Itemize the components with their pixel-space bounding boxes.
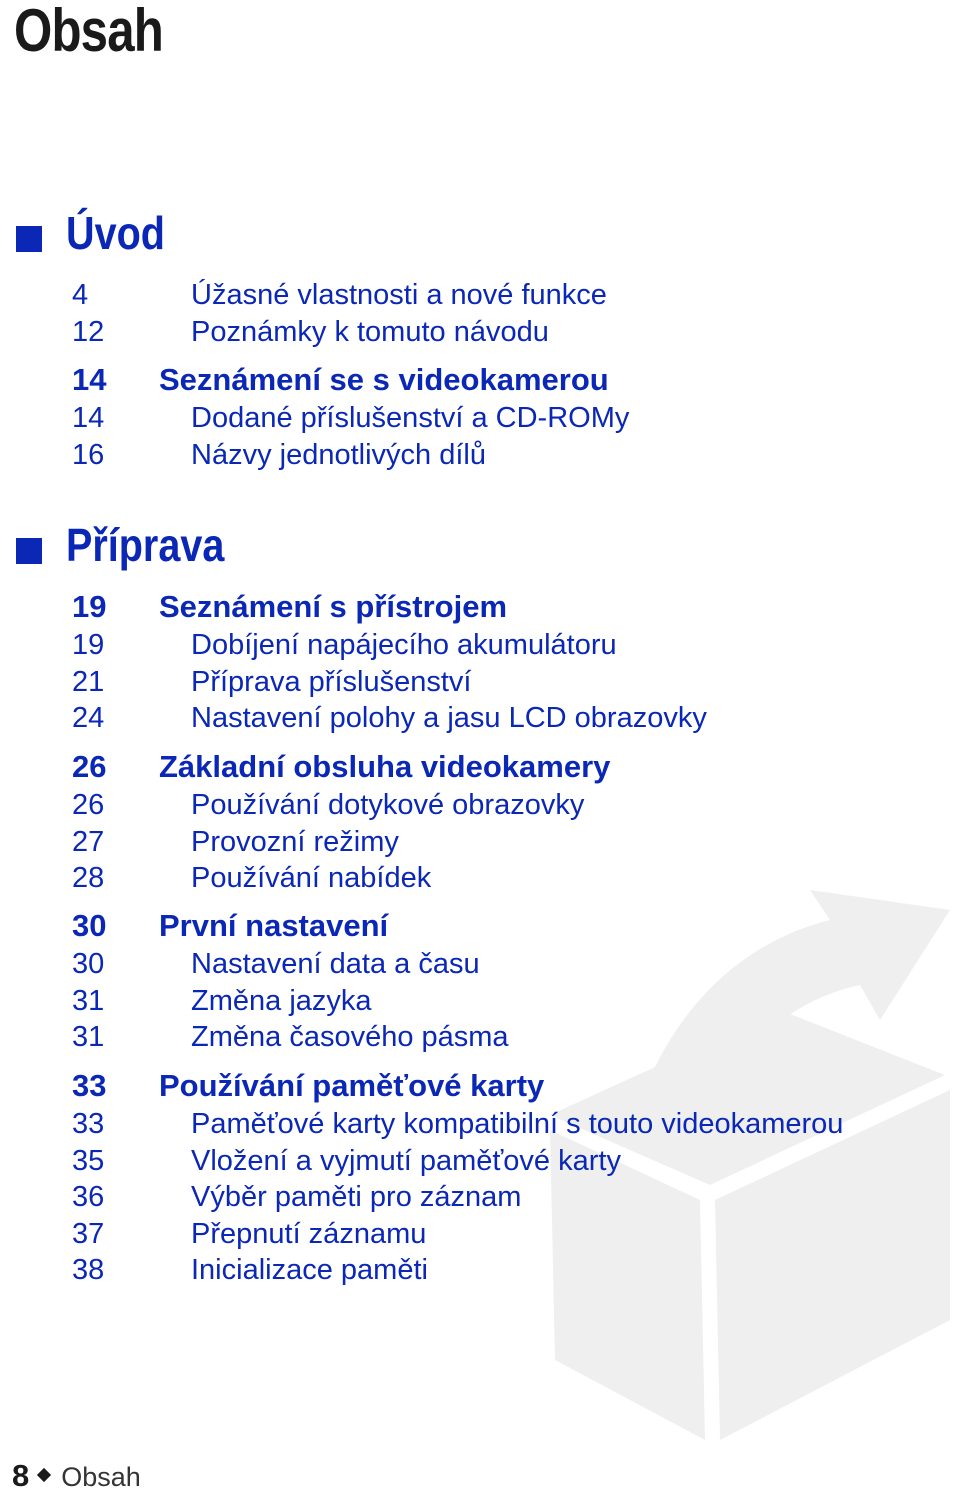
toc-entry-title: Nastavení data a času — [191, 948, 480, 980]
toc-entry[interactable] — [0, 664, 960, 701]
toc-group — [0, 362, 960, 473]
square-bullet-icon — [16, 538, 42, 564]
toc-subsection-heading[interactable] — [0, 589, 960, 627]
toc-entry[interactable] — [0, 627, 960, 664]
toc-page-number: 37 — [72, 1217, 105, 1250]
toc-entry-title: Přepnutí záznamu — [191, 1217, 427, 1250]
toc-entry-title: Úžasné vlastnosti a nové funkce — [191, 279, 607, 311]
section-priprava — [0, 519, 960, 582]
toc-subsection-heading[interactable] — [0, 749, 960, 787]
toc-subsection-heading[interactable] — [0, 1068, 960, 1106]
toc-entry-title: Provozní režimy — [191, 825, 399, 858]
toc-subsection-title: První nastavení — [159, 908, 389, 943]
toc-group — [0, 277, 960, 350]
toc-page-number: 14 — [72, 362, 107, 397]
toc-entry-title: Dobíjení napájecího akumulátoru — [191, 629, 617, 661]
toc-page-number: 30 — [72, 908, 107, 943]
toc-page-number: 4 — [72, 279, 89, 311]
toc-page-number: 19 — [72, 629, 105, 661]
toc-entry[interactable] — [0, 700, 960, 737]
toc-entry[interactable] — [0, 824, 960, 861]
toc-subsection-title: Používání paměťové karty — [159, 1068, 545, 1103]
toc-entry[interactable] — [0, 983, 960, 1020]
toc-subsection-title: Seznámení se s videokamerou — [159, 362, 609, 397]
toc-entry[interactable] — [0, 787, 960, 824]
toc-entry[interactable] — [0, 314, 960, 351]
toc-entry[interactable] — [0, 860, 960, 897]
toc-page-number: 31 — [72, 984, 105, 1017]
toc-subsection-heading[interactable] — [0, 908, 960, 946]
toc-entry-title: Poznámky k tomuto návodu — [191, 315, 549, 348]
toc-page-number: 26 — [72, 749, 107, 784]
toc-entry[interactable] — [0, 1019, 960, 1056]
toc-page-number: 35 — [72, 1144, 105, 1177]
toc-page-number: 16 — [72, 438, 105, 471]
toc-entry-title: Změna jazyka — [191, 984, 372, 1017]
toc-subsection-title: Seznámení s přístrojem — [159, 589, 508, 624]
toc-group — [0, 1068, 960, 1289]
toc-page-number: 38 — [72, 1254, 105, 1286]
toc-entry-title: Paměťové karty kompatibilní s touto videokamerou — [191, 1108, 844, 1140]
toc-entry[interactable] — [0, 1252, 960, 1289]
toc-entry-title: Používání nabídek — [191, 862, 432, 894]
toc-page-number: 24 — [72, 702, 105, 734]
toc-group — [0, 908, 960, 1056]
toc-entry[interactable] — [0, 277, 960, 314]
page-title: Obsah — [14, 0, 164, 64]
toc-page-number: 33 — [72, 1068, 107, 1103]
toc-subsection-title: Základní obsluha videokamery — [159, 749, 611, 784]
toc-page-number: 28 — [72, 862, 105, 894]
footer-page-number: 8 — [12, 1458, 30, 1493]
toc-entry[interactable] — [0, 1143, 960, 1180]
toc-entry-title: Názvy jednotlivých dílů — [191, 438, 486, 471]
section-uvod — [0, 207, 960, 270]
toc-page-number: 26 — [72, 789, 105, 821]
toc-entry[interactable] — [0, 946, 960, 983]
toc-entry-title: Nastavení polohy a jasu LCD obrazovky — [191, 702, 707, 734]
toc-entry-title: Používání dotykové obrazovky — [191, 789, 585, 821]
toc-page-number: 14 — [72, 402, 105, 434]
toc-entry-title: Výběr paměti pro záznam — [191, 1181, 522, 1213]
toc-page-number: 33 — [72, 1108, 105, 1140]
toc-entry[interactable] — [0, 1179, 960, 1216]
page-footer — [12, 1458, 141, 1494]
toc-group — [0, 589, 960, 737]
toc-entry-title: Dodané příslušenství a CD-ROMy — [191, 402, 630, 434]
toc-entry-title: Inicializace paměti — [191, 1254, 428, 1286]
toc-entry[interactable] — [0, 1216, 960, 1253]
toc-page-number: 27 — [72, 825, 105, 858]
footer-label: Obsah — [61, 1462, 141, 1492]
toc-entry[interactable] — [0, 1106, 960, 1143]
section-header — [0, 519, 960, 582]
section-header — [0, 207, 960, 270]
toc-entry[interactable] — [0, 437, 960, 474]
toc-page-number: 12 — [72, 315, 105, 348]
diamond-icon — [37, 1468, 51, 1482]
toc-page-number: 19 — [72, 589, 107, 624]
toc-group — [0, 749, 960, 897]
section-title: Příprava — [66, 519, 225, 571]
toc-entry[interactable] — [0, 400, 960, 437]
toc-page-number: 36 — [72, 1181, 105, 1213]
square-bullet-icon — [16, 226, 42, 252]
toc-entry-title: Příprava příslušenství — [191, 665, 472, 698]
toc-page-number: 21 — [72, 665, 105, 698]
toc-entry-title: Změna časového pásma — [191, 1021, 509, 1053]
toc-subsection-heading[interactable] — [0, 362, 960, 400]
section-title: Úvod — [66, 207, 165, 259]
toc-page-number: 30 — [72, 948, 105, 980]
toc-page-number: 31 — [72, 1021, 105, 1053]
toc-entry-title: Vložení a vyjmutí paměťové karty — [191, 1144, 621, 1177]
